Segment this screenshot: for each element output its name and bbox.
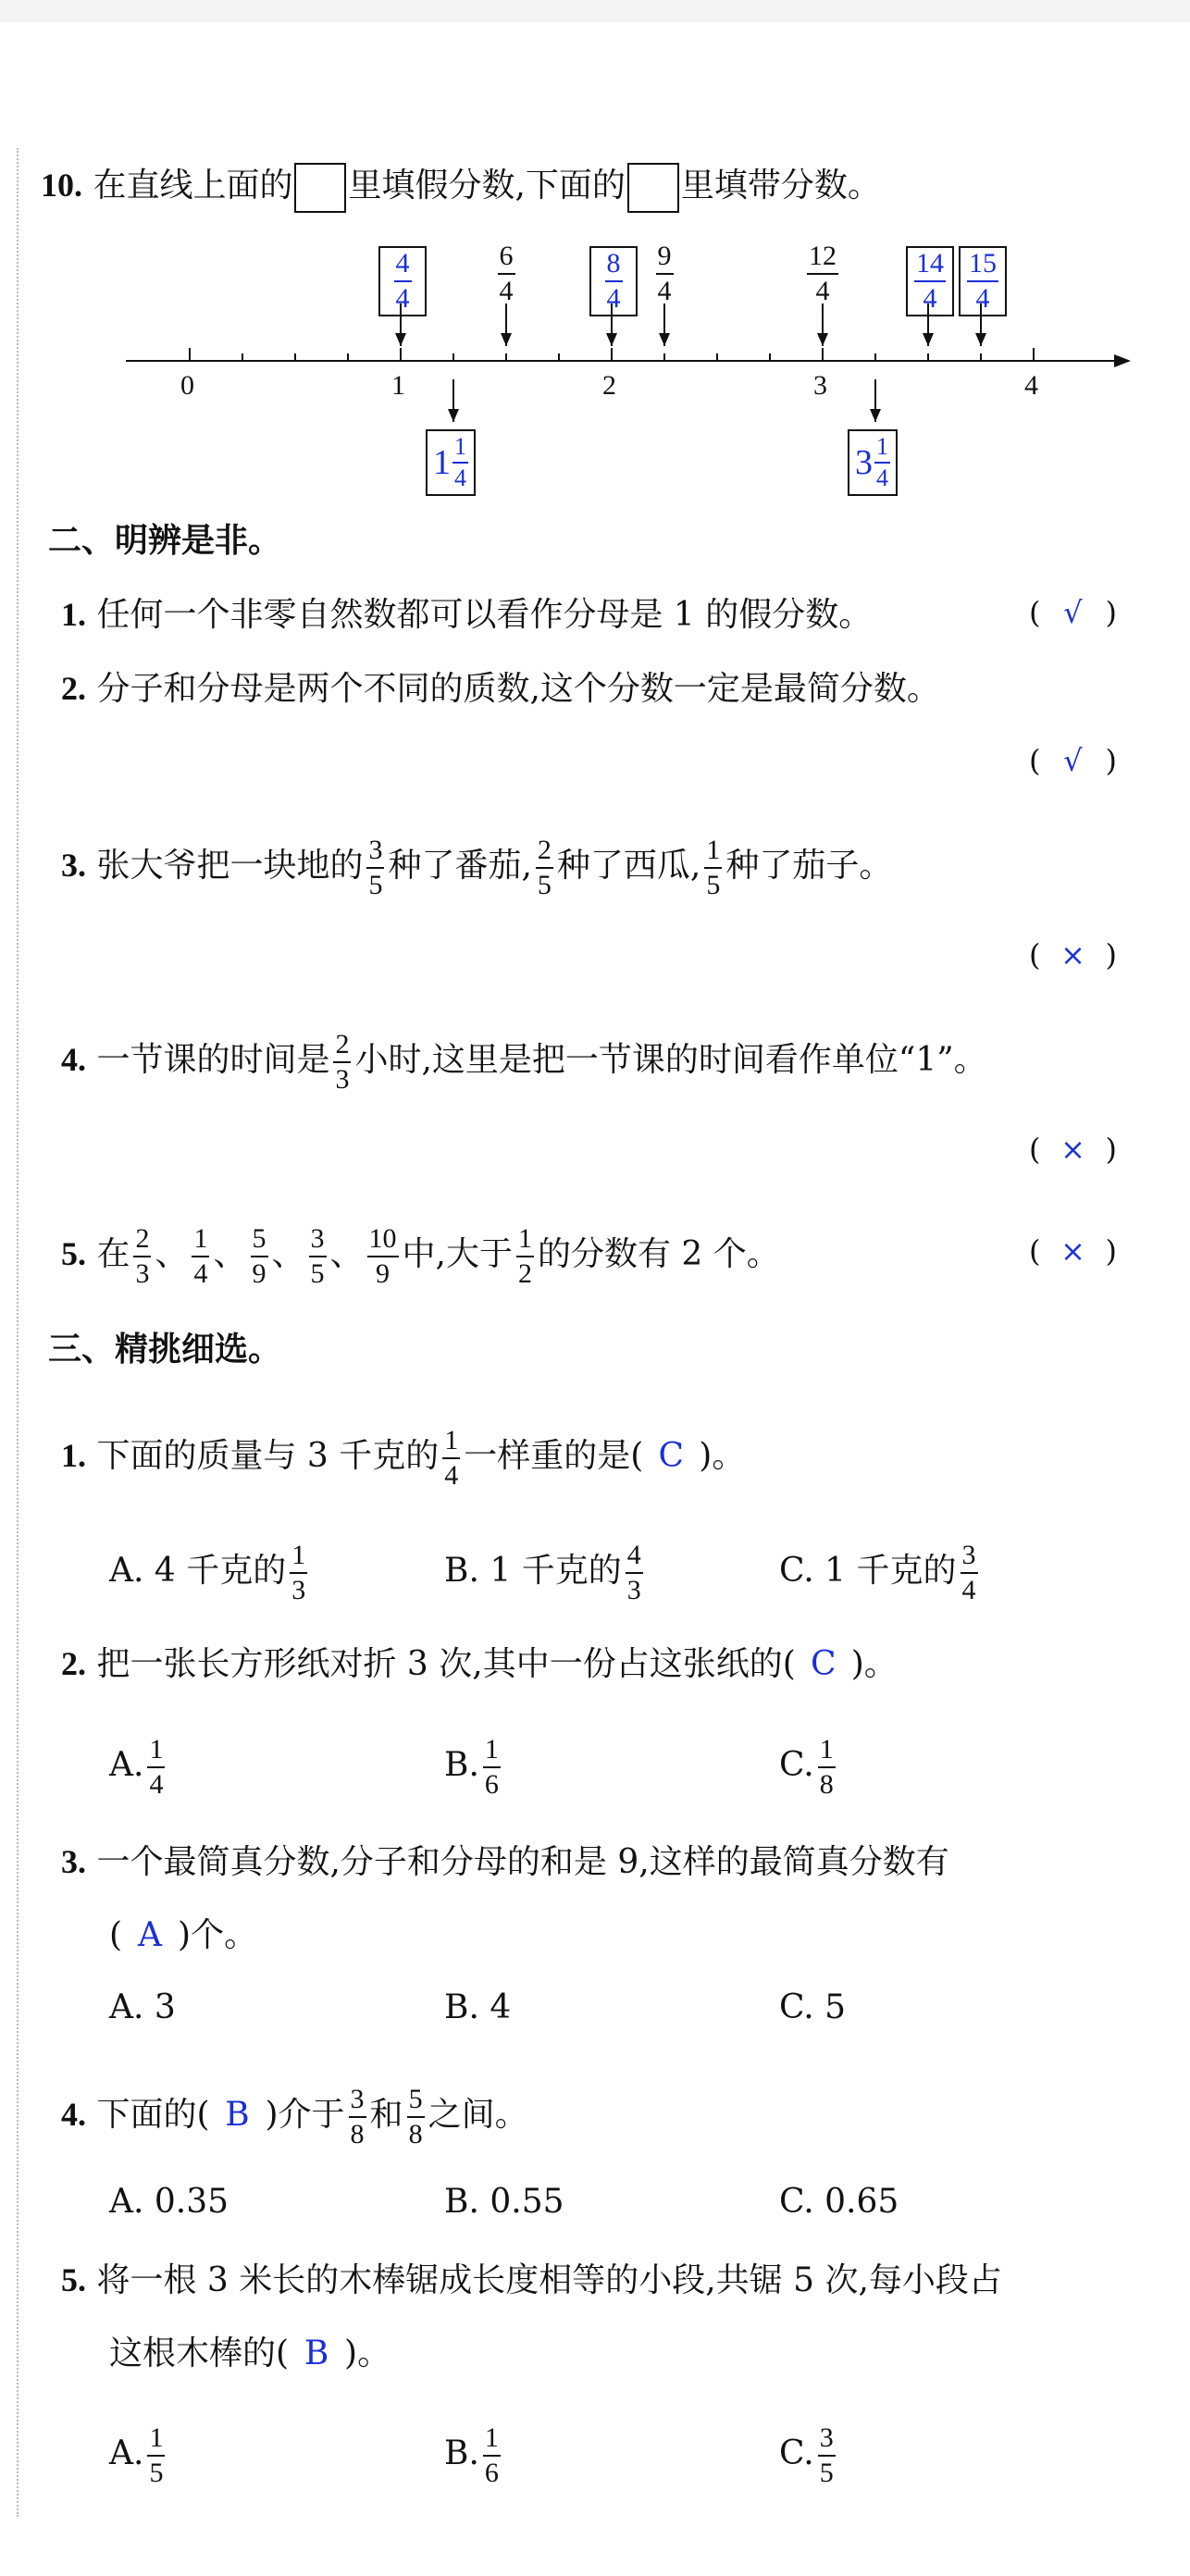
number-line-arrows <box>395 303 986 422</box>
item-text: 的分数有 2 个。 <box>537 1235 780 1273</box>
answer-paren: ( × ) <box>1029 937 1117 972</box>
fraction: $\frac{1}{5}$ <box>706 835 721 900</box>
answer-choice: B <box>304 2334 329 2372</box>
s3-q1-option-c: C. 1 千克的 $\frac{3}{4}$ <box>779 1540 976 1605</box>
answer-paren: ( √ ) <box>1029 743 1117 778</box>
fraction-list <box>130 1223 402 1289</box>
fraction: $\frac{2}{3}$ <box>335 1029 350 1095</box>
s3-q3-option-a: A. 3 <box>109 1988 176 2026</box>
s2-item-1 <box>61 598 872 632</box>
tick-label: 0 <box>180 370 194 401</box>
s3-q3-option-b: B. 4 <box>444 1988 512 2026</box>
arrow-head <box>501 333 512 346</box>
item-text: 在 <box>96 1235 130 1273</box>
item-text: 下面的( <box>96 2096 210 2134</box>
s3-q2-option-c: C. $\frac{1}{8}$ <box>779 1734 834 1800</box>
answer-paren: ( × ) <box>1029 1233 1117 1269</box>
s3-q5-option-c: C. $\frac{3}{5}$ <box>779 2422 834 2488</box>
number-line-mixed-number: 1 $\frac{1}{4}$ <box>426 429 476 496</box>
s3-q4: 4. 下面的( B )介于 $\frac{3}{8}$ 和 $\frac{5}{8}$ 之间。 <box>61 2084 528 2149</box>
tick-label: 3 <box>813 370 827 401</box>
s3-q5-line2: 这根木棒的( B )。 <box>109 2334 391 2372</box>
arrow-head <box>395 333 406 346</box>
section3-title: 三、精挑细选。 <box>48 1330 282 1368</box>
answer-choice: B <box>225 2096 250 2134</box>
item-text: 张大爷把一块地的 <box>96 847 364 885</box>
separator: 、 <box>329 1235 364 1273</box>
number-line-ticks <box>190 348 1034 361</box>
s3-q5-option-b: B. $\frac{1}{6}$ <box>444 2422 499 2488</box>
fraction: $\frac{10}{9}$ <box>368 1223 397 1289</box>
item-number: 4. <box>61 1041 86 1078</box>
arrow-head <box>870 409 881 422</box>
number-line-top-fraction: 15 4 <box>959 246 1007 316</box>
item-text: 种了番茄, <box>388 847 532 885</box>
answer-paren: ( × ) <box>1029 1132 1117 1167</box>
fraction: $\frac{3}{5}$ <box>368 835 383 900</box>
item-number: 4. <box>61 2096 86 2133</box>
arrow-head <box>923 333 934 346</box>
item-number: 2. <box>61 1645 86 1682</box>
item-text: 中,大于 <box>402 1235 513 1273</box>
item-number: 2. <box>61 670 86 707</box>
s3-q4-option-a: A. 0.35 <box>109 2183 229 2221</box>
item-number: 3. <box>61 847 86 884</box>
s3-q5-option-a: A. $\frac{1}{5}$ <box>109 2422 164 2488</box>
answer-paren: ( √ ) <box>1029 595 1117 630</box>
item-text: 一个最简真分数,分子和分母的和是 9,这样的最简真分数有 <box>96 1843 949 1881</box>
s3-q5 <box>61 2263 1002 2297</box>
separator: 、 <box>155 1235 189 1273</box>
s3-q4-option-b: B. 0.55 <box>444 2183 564 2221</box>
item-text: 种了茄子。 <box>725 847 893 885</box>
item-text: 小时,这里是把一节课的时间看作单位“1”。 <box>354 1041 987 1079</box>
item-text: 种了西瓜, <box>556 847 701 885</box>
s2-item-3 <box>61 836 892 899</box>
item-text: 一节课的时间是 <box>96 1041 330 1079</box>
q10-number: 10. <box>41 167 82 204</box>
number-line-top-fraction: 4 4 <box>378 246 427 316</box>
answer-mark: × <box>1060 1233 1085 1269</box>
empty-box-icon <box>294 163 346 213</box>
fraction: $\frac{2}{5}$ <box>537 835 552 900</box>
number-line-top-fraction: 14 4 <box>906 246 954 316</box>
s3-q4-option-c: C. 0.65 <box>779 2183 899 2221</box>
s3-q2-option-a: A. $\frac{1}{4}$ <box>109 1734 164 1800</box>
separator: 、 <box>213 1235 247 1273</box>
arrow-head <box>448 409 459 422</box>
item-text: 一样重的是( <box>464 1437 644 1475</box>
item-number: 1. <box>61 596 86 633</box>
number-line-top-fraction: 12 4 <box>809 241 837 306</box>
item-text: 把一张长方形纸对折 3 次,其中一份占这张纸的( <box>96 1645 796 1683</box>
s3-q2-option-b: B. $\frac{1}{6}$ <box>444 1734 499 1800</box>
answer-mark: × <box>1060 937 1085 972</box>
s3-q1-option-a: A. 4 千克的 $\frac{1}{3}$ <box>109 1540 306 1605</box>
section2-title: 二、明辨是非。 <box>48 521 282 560</box>
q10-text-a: 在直线上面的 <box>93 167 293 204</box>
s2-item-5 <box>61 1225 780 1288</box>
number-line-top-fraction: 8 4 <box>589 246 638 316</box>
empty-box-icon <box>627 163 679 213</box>
top-margin-bar <box>0 0 1190 22</box>
answer-choice: A <box>138 1916 163 1954</box>
item-text: 下面的质量与 3 千克的 <box>96 1437 440 1475</box>
fraction: $\frac{1}{2}$ <box>517 1223 532 1289</box>
tick-label: 2 <box>602 370 616 401</box>
q10-text-c: 里填带分数。 <box>680 167 881 204</box>
item-text: 将一根 3 米长的木棒锯成长度相等的小段,共锯 5 次,每小段占 <box>96 2261 1002 2299</box>
tick-label: 1 <box>391 370 405 401</box>
arrow-head <box>817 333 828 346</box>
number-line-mixed-number: 3 $\frac{1}{4}$ <box>848 429 898 496</box>
separator: 、 <box>271 1235 305 1273</box>
arrow-head <box>659 333 670 346</box>
item-number: 1. <box>61 1437 86 1474</box>
s3-q1-option-b: B. 1 千克的 $\frac{4}{3}$ <box>444 1540 641 1605</box>
item-number: 3. <box>61 1843 86 1880</box>
item-text: 分子和分母是两个不同的质数,这个分数一定是最简分数。 <box>96 670 940 708</box>
fraction: $\frac{3}{5}$ <box>310 1223 325 1289</box>
answer-choice: C <box>810 1645 837 1683</box>
answer-choice: C <box>658 1437 685 1475</box>
s3-q1 <box>61 1427 745 1490</box>
answer-mark: × <box>1060 1132 1085 1167</box>
item-text: )。 <box>850 1645 898 1683</box>
q10-text-b: 里填假分数,下面的 <box>348 167 626 204</box>
s3-q3 <box>61 1845 949 1879</box>
tick-label: 4 <box>1024 370 1038 401</box>
item-number: 5. <box>61 2261 86 2298</box>
fraction: $\frac{1}{4}$ <box>444 1425 459 1491</box>
item-text: 任何一个非零自然数都可以看作分母是 1 的假分数。 <box>96 596 873 634</box>
s3-q2 <box>61 1647 898 1681</box>
q10-line <box>41 163 881 213</box>
number-line-top-fraction: 9 4 <box>657 241 672 306</box>
fraction: $\frac{2}{3}$ <box>135 1223 150 1289</box>
fraction: $\frac{5}{9}$ <box>252 1223 267 1289</box>
arrow-head <box>975 333 986 346</box>
answer-mark: √ <box>1063 595 1083 630</box>
s2-item-4 <box>61 1031 987 1094</box>
s3-q3-line2: ( A )个。 <box>109 1916 258 1954</box>
s3-q3-option-c: C. 5 <box>779 1988 847 2026</box>
answer-mark: √ <box>1063 743 1083 778</box>
s2-item-2 <box>61 672 940 706</box>
item-number: 5. <box>61 1235 86 1272</box>
fraction: $\frac{1}{4}$ <box>193 1223 208 1289</box>
item-text: )。 <box>699 1437 746 1475</box>
number-line-top-fraction: 6 4 <box>499 241 514 306</box>
arrow-head <box>606 333 617 346</box>
